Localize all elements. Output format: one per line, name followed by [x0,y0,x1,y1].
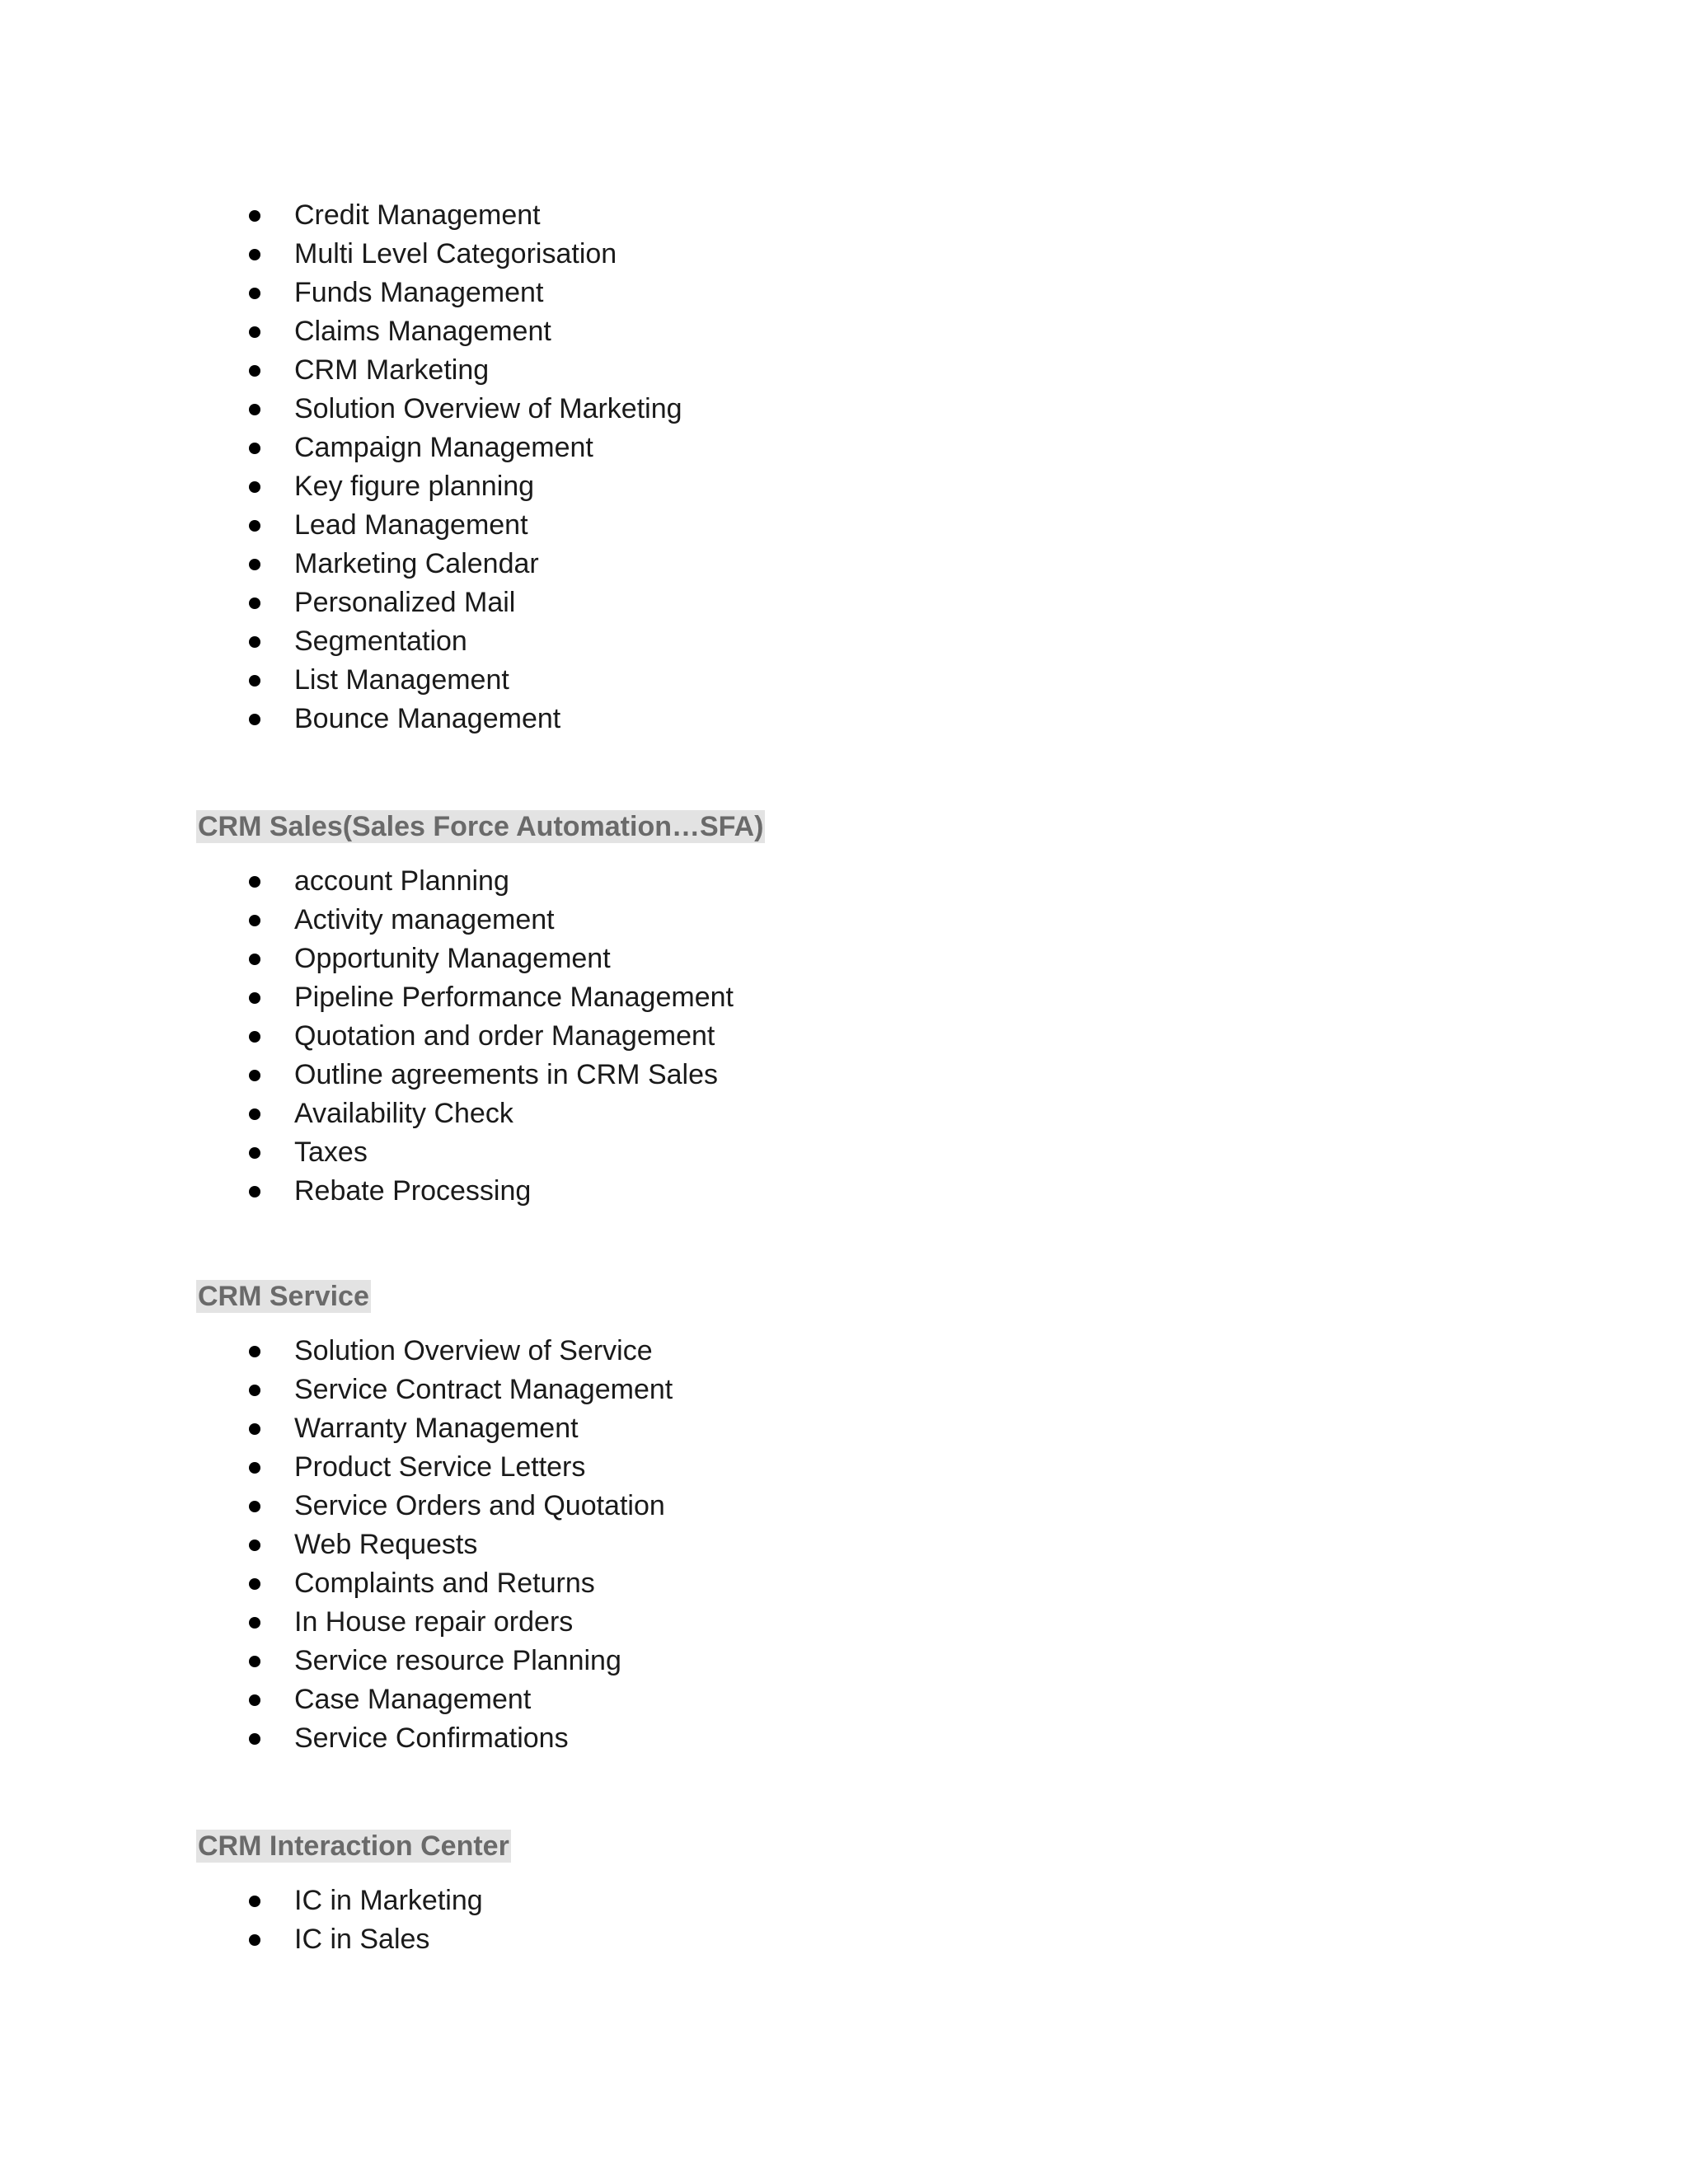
sales-heading-block [196,810,765,843]
bullet-list [196,196,682,738]
bullet-icon [249,1108,260,1120]
list-item-text: Lead Management [294,509,528,541]
list-item-text: Credit Management [294,199,541,231]
bullet-icon [249,1578,260,1590]
bullet-icon [249,876,260,888]
list-item [196,467,682,506]
list-item-text: Outline agreements in CRM Sales [294,1059,719,1090]
list-item-text: Key figure planning [294,471,535,502]
section-heading-crm-interaction-center: CRM Interaction Center [198,1830,509,1862]
list-item-text: Multi Level Categorisation [294,238,617,269]
list-item [196,1056,734,1094]
list-item-text: Segmentation [294,626,467,657]
bullet-icon [249,1147,260,1159]
list-item-text: In House repair orders [294,1606,574,1638]
list-item [196,235,682,274]
list-item-text: Service Confirmations [294,1722,569,1754]
bullet-list [196,1332,673,1758]
bullet-icon [249,481,260,493]
bullet-icon [249,1896,260,1907]
bullet-icon [249,404,260,415]
top-list-section [196,196,682,738]
list-item-text: Availability Check [294,1098,513,1129]
bullet-icon [249,520,260,532]
list-item-text: Solution Overview of Service [294,1335,653,1366]
bullet-icon [249,559,260,570]
bullet-icon [249,992,260,1004]
bullet-icon [249,326,260,338]
list-item [196,700,682,738]
bullet-icon [249,1501,260,1512]
list-item [196,978,734,1017]
list-item [196,1882,483,1920]
bullet-icon [249,915,260,926]
bullet-icon [249,1540,260,1551]
bullet-icon [249,288,260,299]
bullet-list [196,862,734,1211]
list-item [196,312,682,351]
list-item-text: Bounce Management [294,703,561,734]
list-item [196,1172,734,1211]
list-item [196,1680,673,1719]
list-item-text: Product Service Letters [294,1451,586,1483]
list-item-text: Warranty Management [294,1413,579,1444]
list-item [196,1564,673,1603]
list-item [196,545,682,583]
list-item [196,274,682,312]
list-item [196,1448,673,1487]
list-item-text: IC in Sales [294,1924,430,1955]
list-item-text: List Management [294,664,509,696]
ic-list-section [196,1882,483,1959]
list-item [196,1526,673,1564]
list-item [196,429,682,467]
service-list-section [196,1332,673,1758]
bullet-icon [249,1462,260,1474]
list-item-text: Funds Management [294,277,544,308]
list-item [196,1094,734,1133]
list-item-text: Web Requests [294,1529,478,1560]
bullet-icon [249,1733,260,1745]
bullet-icon [249,1031,260,1043]
bullet-icon [249,954,260,965]
sales-list-section [196,862,734,1211]
bullet-icon [249,1656,260,1667]
bullet-icon [249,1934,260,1946]
bullet-icon [249,598,260,609]
list-item [196,1017,734,1056]
list-item-text: Campaign Management [294,432,593,463]
list-item-text: Solution Overview of Marketing [294,393,682,424]
service-heading-block [196,1280,371,1313]
bullet-icon [249,1186,260,1197]
bullet-icon [249,636,260,648]
list-item [196,506,682,545]
list-item-text: IC in Marketing [294,1885,483,1916]
bullet-icon [249,1346,260,1357]
list-item [196,583,682,622]
bullet-icon [249,249,260,260]
list-item-text: Marketing Calendar [294,548,539,579]
list-item [196,1603,673,1642]
section-heading-crm-sales: CRM Sales(Sales Force Automation…SFA) [198,811,764,842]
list-item [196,622,682,661]
list-item [196,1133,734,1172]
section-heading-crm-service: CRM Service [198,1281,369,1312]
list-item [196,1332,673,1371]
list-item [196,1719,673,1758]
list-item [196,1642,673,1680]
bullet-icon [249,365,260,377]
list-item-text: Activity management [294,904,555,935]
list-item-text: Pipeline Performance Management [294,982,734,1013]
list-item-text: Service Contract Management [294,1374,673,1405]
list-item [196,1920,483,1959]
list-item-text: Quotation and order Management [294,1020,715,1052]
bullet-list [196,1882,483,1959]
bullet-icon [249,1070,260,1081]
list-item-text: Claims Management [294,316,551,347]
list-item [196,1371,673,1409]
ic-heading-block [196,1830,511,1863]
list-item [196,940,734,978]
list-item [196,901,734,940]
list-item [196,661,682,700]
bullet-icon [249,443,260,454]
list-item-text: Case Management [294,1684,532,1715]
bullet-icon [249,675,260,687]
bullet-icon [249,1423,260,1435]
bullet-icon [249,1617,260,1629]
list-item [196,390,682,429]
list-item [196,1487,673,1526]
list-item [196,1409,673,1448]
list-item-text: Rebate Processing [294,1175,532,1207]
bullet-icon [249,1694,260,1706]
list-item-text: Complaints and Returns [294,1568,595,1599]
list-item-text: Service Orders and Quotation [294,1490,665,1521]
list-item [196,862,734,901]
list-item-text: Service resource Planning [294,1645,621,1676]
bullet-icon [249,210,260,222]
list-item-text: Taxes [294,1137,368,1168]
list-item-text: Opportunity Management [294,943,611,974]
bullet-icon [249,714,260,725]
list-item-text: CRM Marketing [294,354,490,386]
bullet-icon [249,1385,260,1396]
list-item-text: account Planning [294,865,509,897]
list-item [196,196,682,235]
list-item-text: Personalized Mail [294,587,516,618]
list-item [196,351,682,390]
